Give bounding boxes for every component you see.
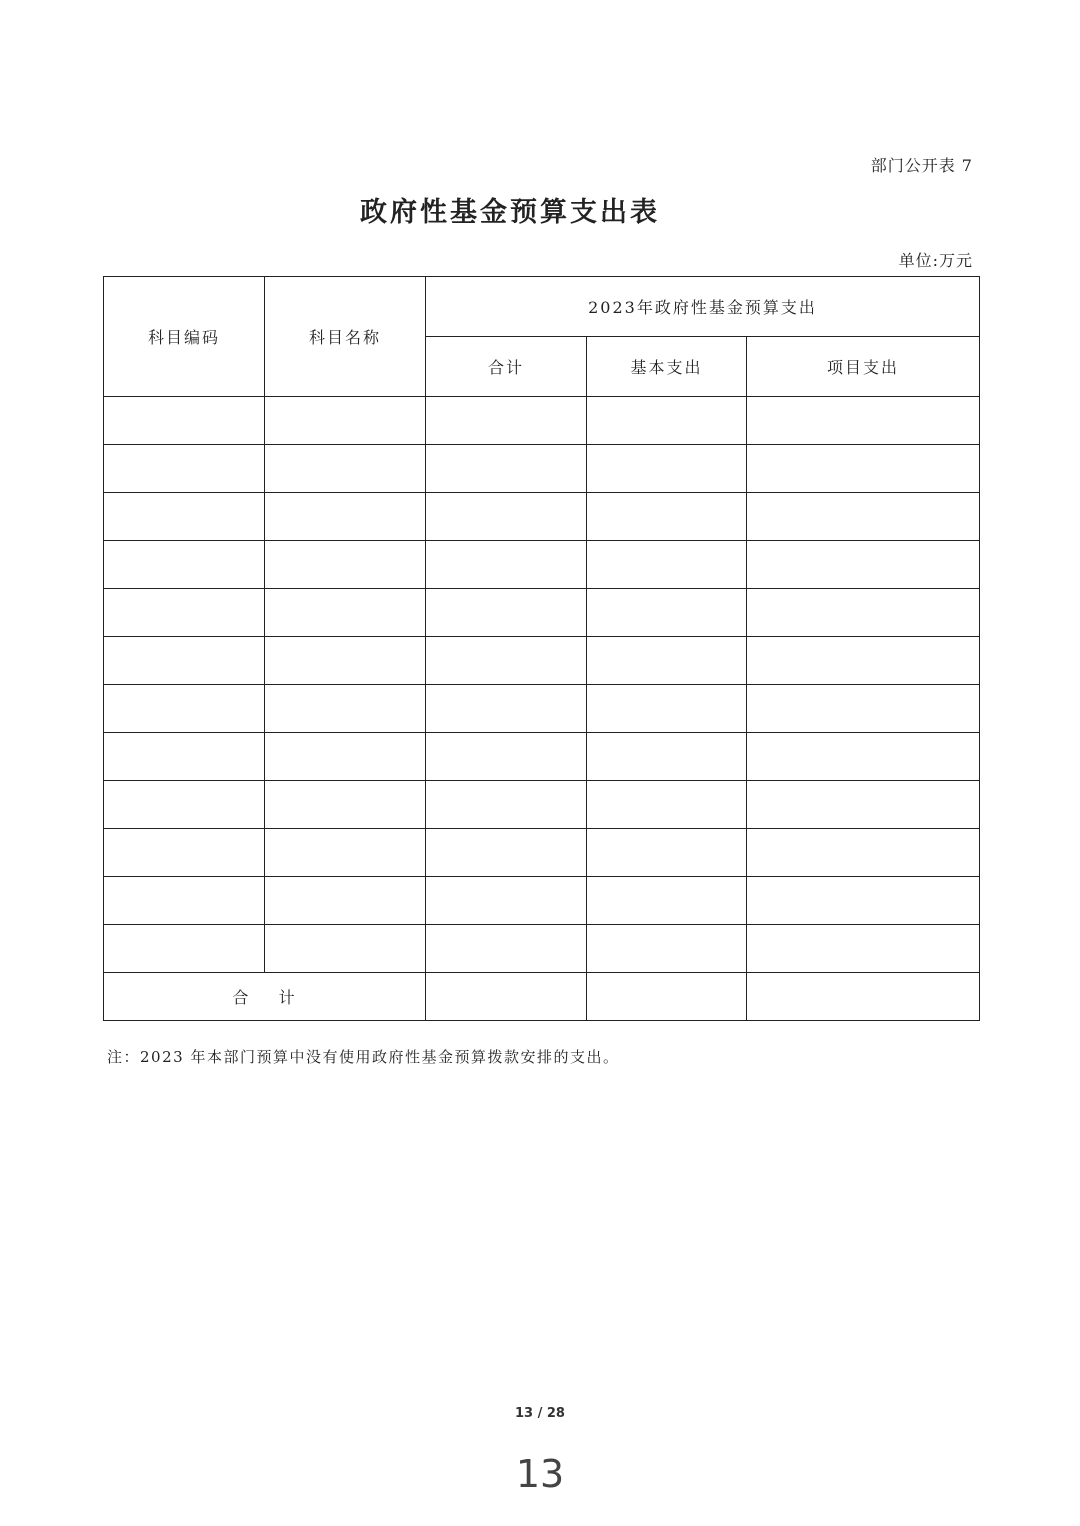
table-cell [265,925,426,973]
header-total: 合计 [426,337,587,397]
table-cell [587,973,747,1021]
table-cell [587,493,747,541]
unit-label: 单位:万元 [898,251,973,270]
table-cell [426,637,587,685]
header-expenditure-group: 2023年政府性基金预算支出 [426,277,980,337]
table-cell [747,781,980,829]
table-row [104,829,980,877]
table-cell [265,493,426,541]
table-note: 注：2023 年本部门预算中没有使用政府性基金预算拨款安排的支出。 [107,1048,620,1066]
table-cell [747,877,980,925]
total-row [104,973,980,1021]
table-row [104,877,980,925]
table-cell [747,445,980,493]
table-cell [426,397,587,445]
table-cell [747,733,980,781]
table-cell [265,685,426,733]
table-row [104,397,980,445]
page-title: 政府性基金预算支出表 [360,197,660,228]
table-cell [747,637,980,685]
table-cell [426,445,587,493]
table-cell [426,781,587,829]
table-cell [265,445,426,493]
table-cell [104,733,265,781]
table-cell [426,877,587,925]
table-cell [265,637,426,685]
table-cell [747,541,980,589]
table-cell [426,493,587,541]
table-cell [265,781,426,829]
table-cell [587,781,747,829]
table-cell [426,829,587,877]
table-row [104,493,980,541]
table-cell [587,877,747,925]
table-row [104,589,980,637]
table-cell [747,685,980,733]
table-cell [104,493,265,541]
table-cell [587,685,747,733]
table-cell [426,973,587,1021]
table-row [104,637,980,685]
header-basic-expenditure: 基本支出 [587,337,747,397]
table-cell [747,397,980,445]
page-number: 13 [515,1452,565,1496]
table-cell [265,589,426,637]
table-cell [104,637,265,685]
table-cell [587,733,747,781]
table-cell [426,925,587,973]
table-cell [104,589,265,637]
table-cell [426,541,587,589]
table-cell [747,973,980,1021]
table-cell [265,397,426,445]
table-cell [587,637,747,685]
header-project-expenditure: 项目支出 [747,337,980,397]
table-cell [587,829,747,877]
table-cell [104,925,265,973]
table-row [104,733,980,781]
table-cell [426,733,587,781]
header-subject-name: 科目名称 [265,277,426,397]
table-cell [747,829,980,877]
table-cell [747,493,980,541]
table-cell [104,445,265,493]
table-cell [265,829,426,877]
table-cell [426,589,587,637]
table-cell [104,685,265,733]
table-cell [104,541,265,589]
table-cell [747,925,980,973]
table-row [104,685,980,733]
table-row [104,925,980,973]
table-cell [587,445,747,493]
table-cell [587,397,747,445]
table-cell [587,925,747,973]
table-cell [104,397,265,445]
table-cell [587,541,747,589]
table-row [104,445,980,493]
table-cell [265,541,426,589]
table-cell [104,877,265,925]
table-cell [104,829,265,877]
table-cell [265,733,426,781]
total-row-label: 合 计 [104,973,426,1021]
table-cell [265,877,426,925]
table-cell [426,685,587,733]
table-number-label: 部门公开表 7 [870,156,973,175]
header-subject-code: 科目编码 [104,277,265,397]
budget-table [103,276,980,1021]
table-row [104,541,980,589]
table-row [104,781,980,829]
page-indicator: 13 / 28 [515,1406,565,1421]
table-cell [747,589,980,637]
table-cell [104,781,265,829]
table-cell [587,589,747,637]
